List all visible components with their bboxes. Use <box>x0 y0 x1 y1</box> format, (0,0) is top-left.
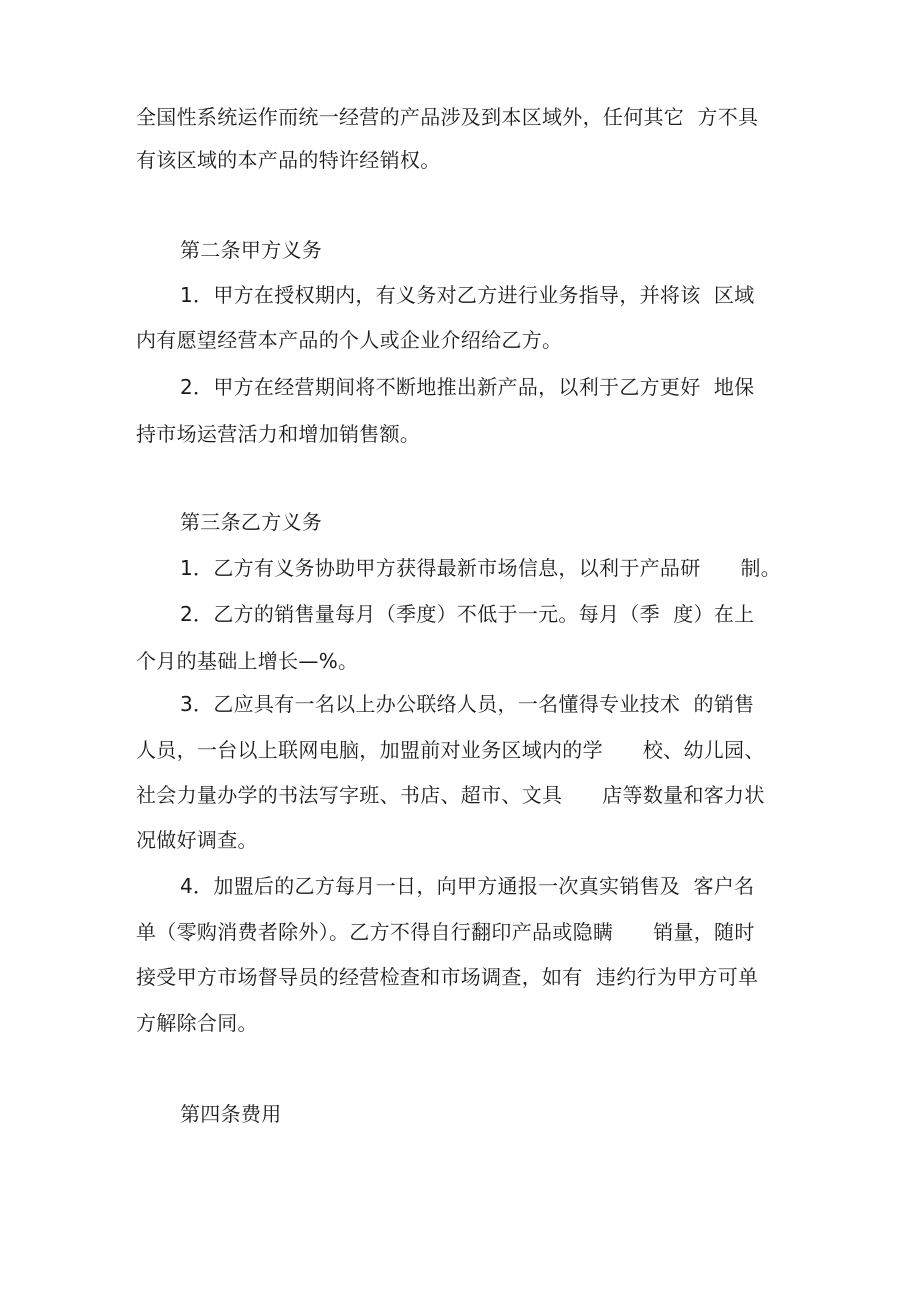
paragraph-line: 人员，一台以上联网电脑，加盟前对业务区域内的学 校、幼儿园、 <box>136 738 765 762</box>
paragraph-line: 1．乙方有义务协助甲方获得最新市场信息，以利于产品研 制。 <box>180 556 782 580</box>
paragraph-line: 有该区域的本产品的特许经销权。 <box>136 148 441 172</box>
paragraph-line: 况做好调查。 <box>136 828 258 852</box>
paragraph-line: 4．加盟后的乙方每月一日，向甲方通报一次真实销售及 客户名 <box>180 874 755 898</box>
paragraph-line: 1．甲方在授权期内，有义务对乙方进行业务指导，并将该 区域 <box>180 283 755 307</box>
paragraph-line: 持市场运营活力和增加销售额。 <box>136 422 421 446</box>
paragraph-line: 2．乙方的销售量每月（季度）不低于一元。每月（季 度）在上 <box>180 602 755 626</box>
paragraph-line: 个月的基础上增长—%。 <box>136 649 359 673</box>
section-heading: 第三条乙方义务 <box>180 510 323 534</box>
paragraph-line: 2．甲方在经营期间将不断地推出新产品，以利于乙方更好 地保 <box>180 375 755 399</box>
paragraph-line: 接受甲方市场督导员的经营检查和市场调查，如有 违约行为甲方可单 <box>136 965 759 989</box>
section-heading: 第二条甲方义务 <box>180 238 323 262</box>
section-heading: 第四条费用 <box>180 1102 282 1126</box>
paragraph-line: 3．乙应具有一名以上办公联络人员，一名懂得专业技术 的销售 <box>180 692 755 716</box>
paragraph-line: 单（零购消费者除外）。乙方不得自行翻印产品或隐瞒 销量，随时 <box>136 920 755 944</box>
paragraph-line: 全国性系统运作而统一经营的产品涉及到本区域外，任何其它 方不具 <box>136 105 759 129</box>
paragraph-line: 方解除合同。 <box>136 1011 258 1035</box>
paragraph-line: 内有愿望经营本产品的个人或企业介绍给乙方。 <box>136 328 563 352</box>
paragraph-line: 社会力量办学的书法写字班、书店、超市、文具 店等数量和客力状 <box>136 783 765 807</box>
